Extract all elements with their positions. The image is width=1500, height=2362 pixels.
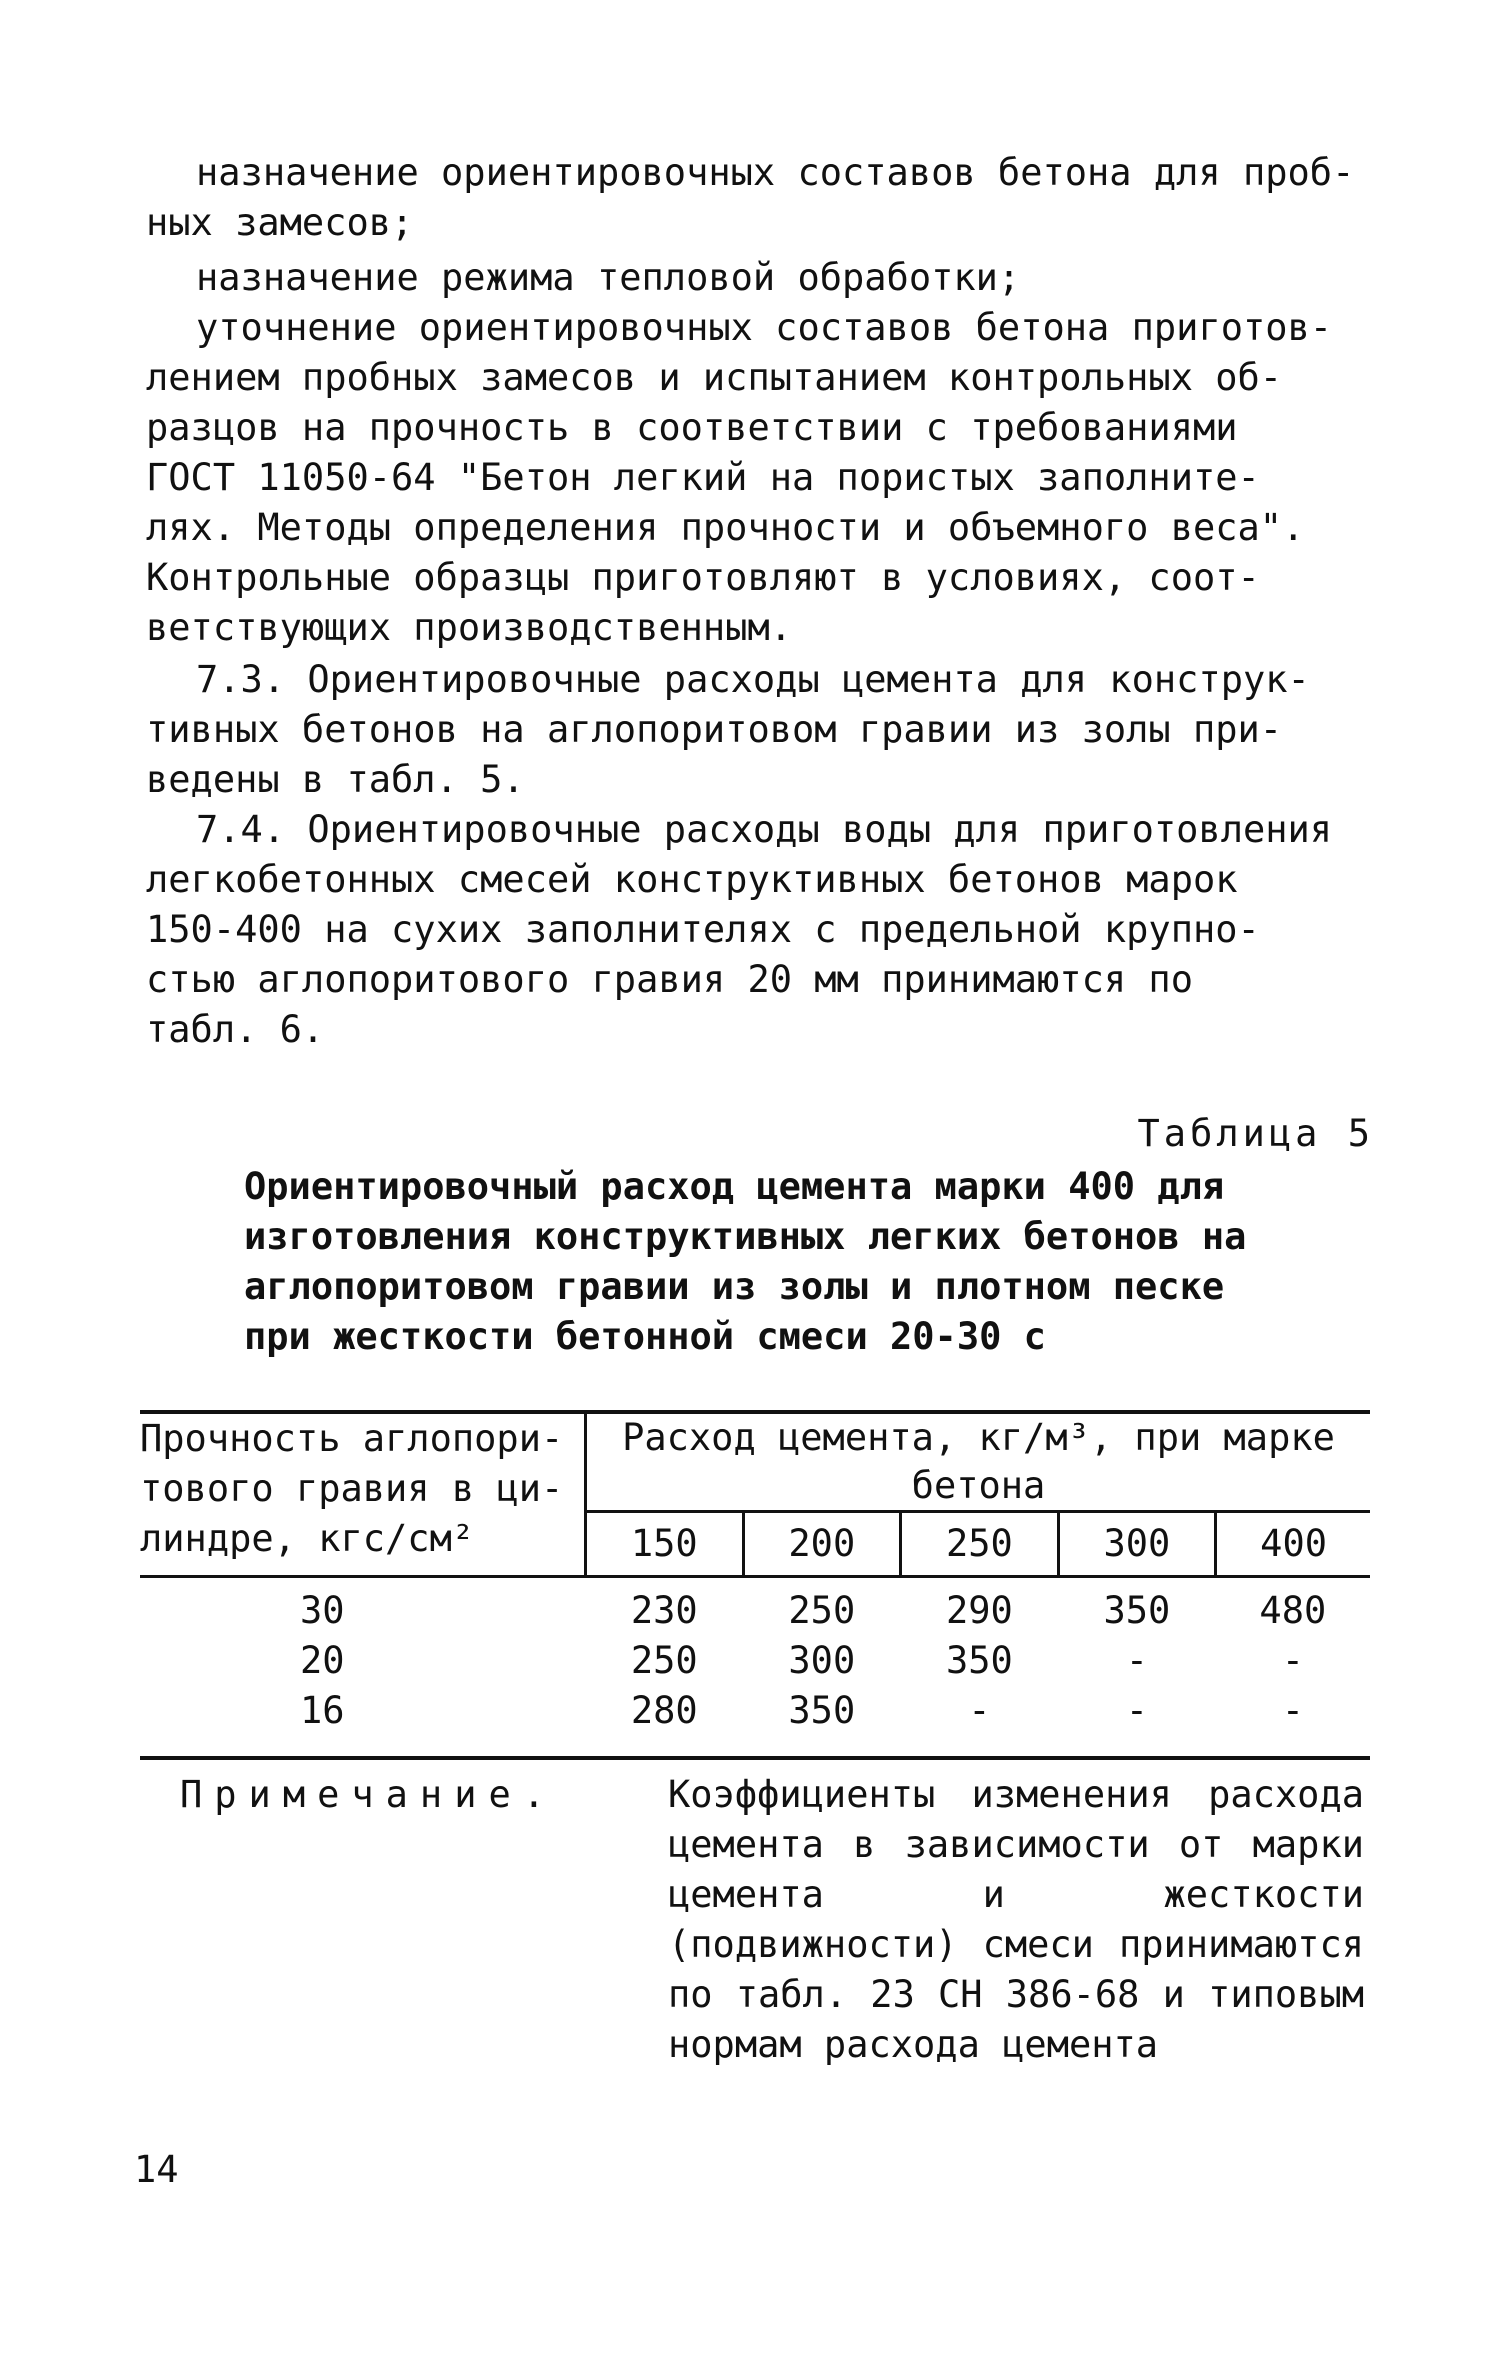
header-mark: 400: [1260, 1522, 1327, 1565]
header-mark: 250: [901, 1512, 1059, 1577]
header-mark: 300: [1058, 1512, 1216, 1577]
text-line: ГОСТ 11050-64 "Бетон легкий на пористых заполните-: [146, 456, 1260, 499]
cell-value: -: [1281, 1639, 1304, 1682]
cell-value: 350: [788, 1689, 856, 1732]
cell-value: 290: [901, 1577, 1059, 1637]
text-line: ведены в табл. 5.: [146, 758, 525, 801]
page-number: 14: [134, 2148, 179, 2191]
text-line: разцов на прочность в соответствии с требованиями: [146, 406, 1238, 449]
cell-value: -: [1125, 1689, 1149, 1732]
text-line: легкобетонных смесей конструктивных бетонов марок: [146, 858, 1238, 901]
text-line: тивных бетонов на аглопоритовом гравии из золы при-: [146, 708, 1283, 751]
header-strength: [140, 1412, 586, 1577]
paragraph-refinement: [146, 303, 1376, 653]
note-body: Коэффициенты изменения расхода цемента в зависимости от марки цемента и жесткости (подвижности) смеси принимаются по табл. 23 СН 386-68 и типовым нормам расхода цемента: [668, 1773, 1364, 2066]
text-line: 150-400 на сухих заполнителях с предельной крупно-: [146, 908, 1260, 951]
header-mark: 150: [586, 1512, 744, 1577]
note-label: Примечание.: [180, 1773, 558, 1816]
cell-strength: 16: [300, 1689, 345, 1732]
table-title: [244, 1162, 1344, 1362]
text-line: 7.4. Ориентировочные расходы воды для приготовления: [196, 808, 1333, 851]
table-label: Таблица 5: [1137, 1112, 1374, 1155]
table-bottom-rule: [140, 1756, 1370, 1760]
header-line: Прочность аглопори-: [140, 1417, 564, 1460]
table-title-line: Ориентировочный расход цемента марки 400 для: [244, 1165, 1225, 1208]
cell-value: 250: [630, 1639, 698, 1682]
header-line: линдре, кгс/см²: [140, 1517, 475, 1560]
cell-value: 230: [586, 1577, 744, 1637]
paragraph-heat-treatment: [146, 253, 1376, 303]
cell-value: 300: [788, 1639, 856, 1682]
table-row: [140, 1636, 1370, 1686]
cell-strength: 30: [140, 1577, 586, 1637]
cement-consumption-table: [140, 1410, 1370, 1736]
cell-value: 350: [1058, 1577, 1216, 1637]
text-line: табл. 6.: [146, 1008, 325, 1051]
header-cement-group: [586, 1412, 1371, 1512]
text-line: уточнение ориентировочных составов бетона приготов-: [196, 306, 1333, 349]
paragraph-trial-mixes: [146, 148, 1376, 248]
table-title-line: изготовления конструктивных легких бетонов на: [244, 1215, 1247, 1258]
cell-value: -: [968, 1689, 991, 1732]
text-line: ветствующих производственным.: [146, 606, 793, 649]
paragraph-7-4: [146, 805, 1376, 1055]
cell-strength: 20: [300, 1639, 345, 1682]
header-line: бетона: [911, 1464, 1046, 1507]
text-line: 7.3. Ориентировочные расходы цемента для конструк-: [196, 658, 1310, 701]
text-line: стью аглопоритового гравия 20 мм принимаются по: [146, 958, 1193, 1001]
paragraph-7-3: [146, 655, 1376, 805]
cell-value: 250: [743, 1577, 901, 1637]
text-line: назначение режима тепловой обработки;: [196, 256, 1021, 299]
text-line: ных замесов;: [146, 201, 414, 244]
text-line: лях. Методы определения прочности и объемного веса".: [146, 506, 1305, 549]
cell-value: -: [1281, 1689, 1304, 1732]
table-row: [140, 1577, 1370, 1637]
cell-value: 350: [945, 1639, 1013, 1682]
cell-value: 280: [630, 1689, 698, 1732]
text-line: Контрольные образцы приготовляют в условиях, соот-: [146, 556, 1260, 599]
header-line: Расход цемента, кг/м³, при марке: [622, 1416, 1335, 1459]
cell-value: 480: [1216, 1577, 1370, 1637]
table-title-line: аглопоритовом гравии из золы и плотном песке: [244, 1265, 1225, 1308]
text-line: лением пробных замесов и испытанием контрольных об-: [146, 356, 1283, 399]
table-row: [140, 1686, 1370, 1736]
header-mark: 200: [743, 1512, 901, 1577]
header-line: тового гравия в ци-: [140, 1467, 564, 1510]
cell-value: -: [1125, 1639, 1149, 1682]
text-line: назначение ориентировочных составов бетона для проб-: [196, 151, 1355, 194]
table-title-line: при жесткости бетонной смеси 20-30 с: [244, 1315, 1046, 1358]
